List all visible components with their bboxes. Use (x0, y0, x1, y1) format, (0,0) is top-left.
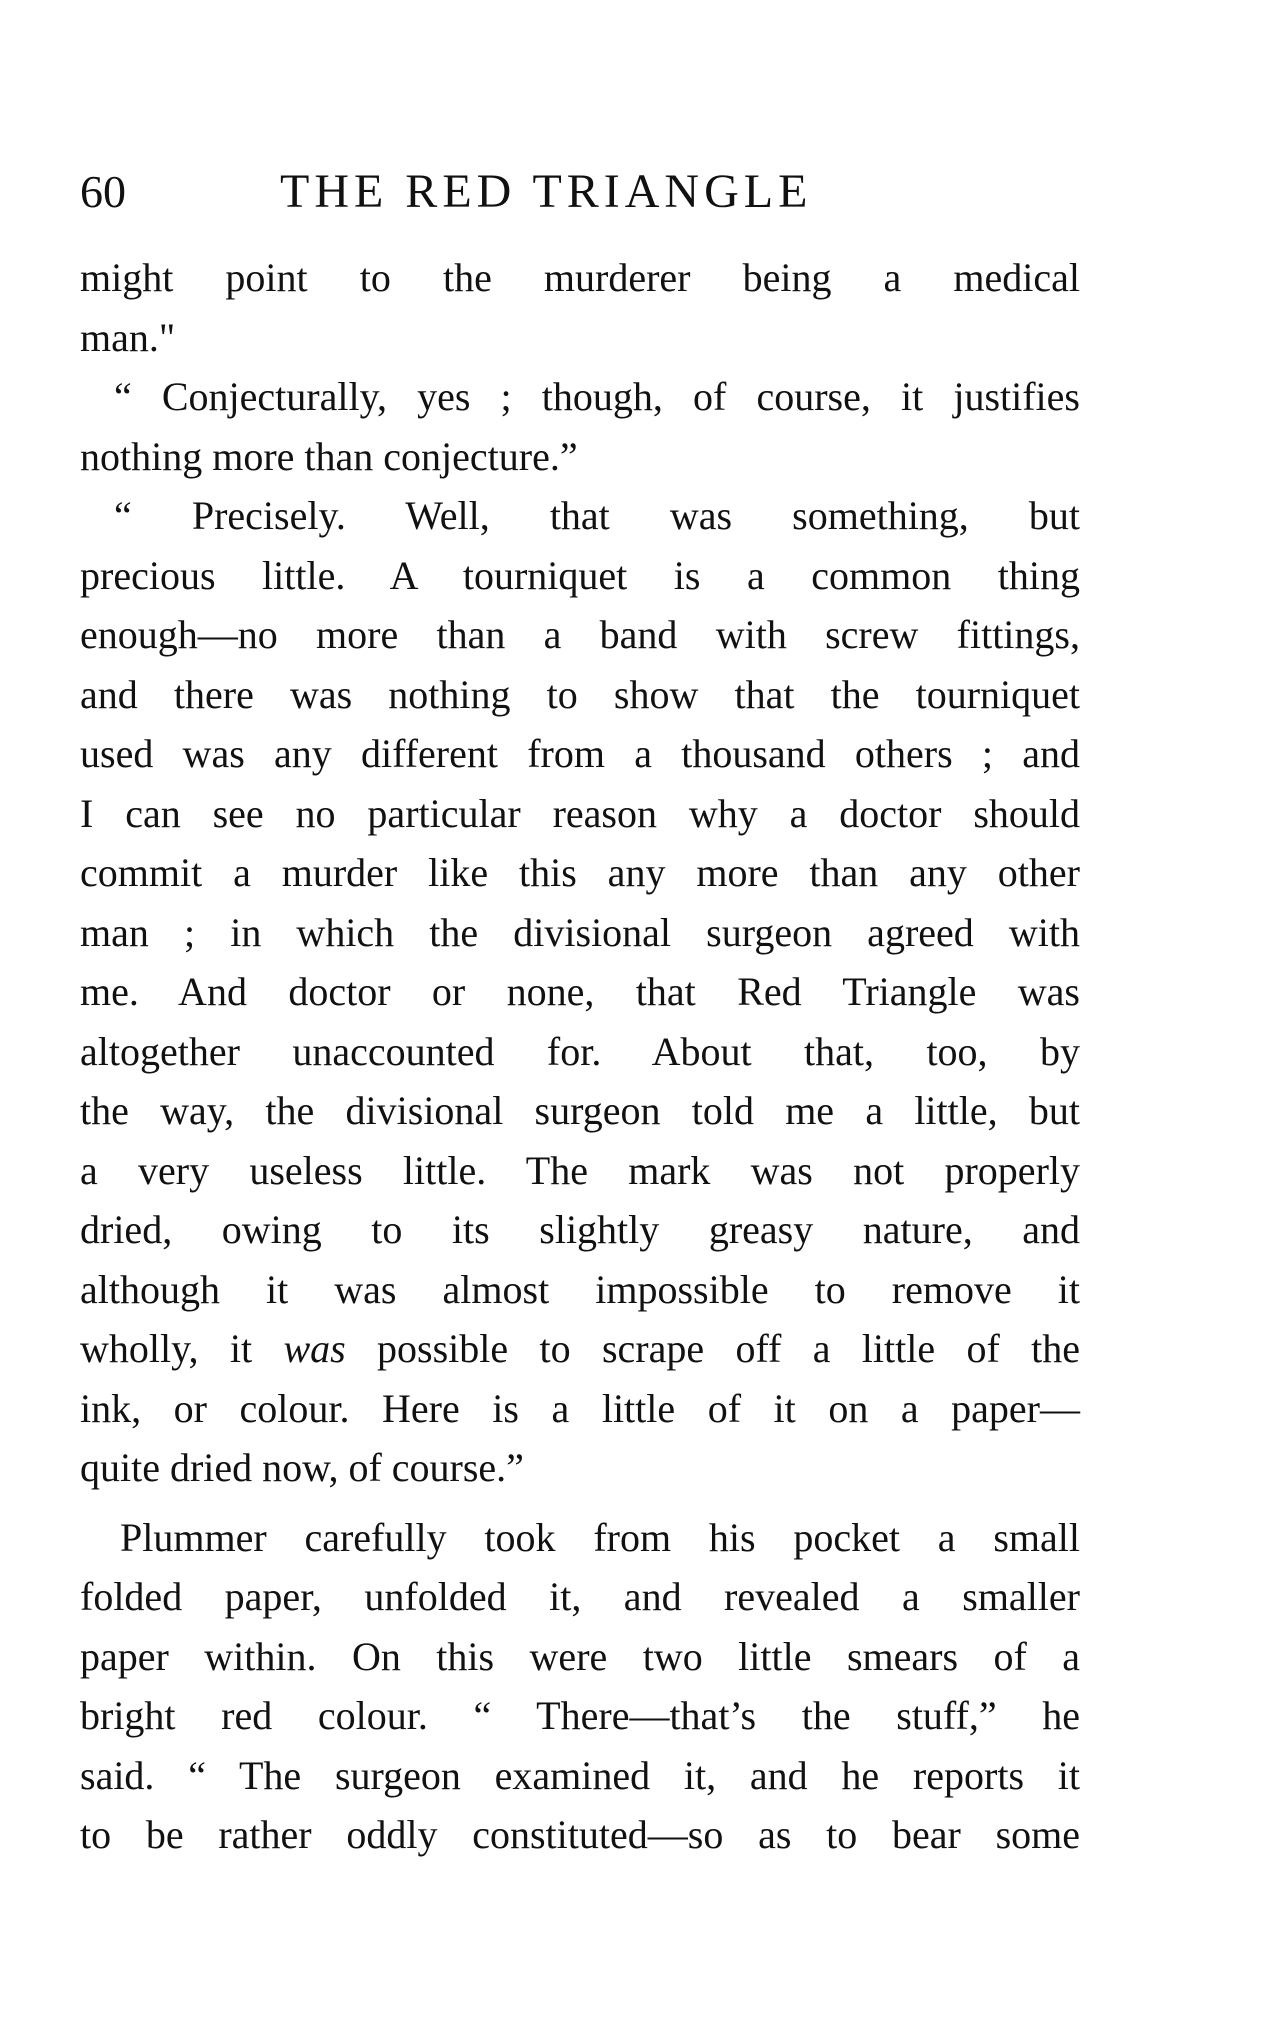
paragraph (80, 248, 1080, 367)
text-line: although it was almost impossible to remove it (80, 1266, 1080, 1312)
text-line: used was any different from a thousand others ; and (80, 731, 1080, 776)
text-line: folded paper, unfolded it, and revealed a smaller (80, 1574, 1080, 1619)
text-line: enough—no more than a band with screw fittings, (80, 612, 1080, 657)
text-line: and there was nothing to show that the tourniquet (80, 671, 1080, 717)
text-line: me. And doctor or none, that Red Triangle was (80, 969, 1080, 1014)
paragraph (80, 486, 1080, 1498)
text-line: I can see no particular reason why a doctor should (80, 790, 1080, 836)
text-line: to be rather oddly constituted—so as to bear some (80, 1812, 1080, 1857)
body-text (80, 248, 1080, 1865)
text-line: altogether unaccounted for. About that, too, by (80, 1028, 1080, 1074)
text-line: said. “ The surgeon examined it, and he reports it (80, 1752, 1080, 1798)
text-line: the way, the divisional surgeon told me a little, but (80, 1088, 1080, 1133)
text-line: nothing more than conjecture.” (80, 433, 578, 479)
running-title: THE RED TRIANGLE (280, 165, 813, 218)
text-line: dried, owing to its slightly greasy nature, and (80, 1207, 1080, 1252)
text-line: bright red colour. “ There—that’s the stuff,” he (80, 1693, 1080, 1738)
page-number: 60 (80, 166, 126, 217)
paragraph-gap (80, 1498, 1080, 1508)
paragraph (80, 367, 1080, 486)
text-line: man ; in which the divisional surgeon agreed with (80, 909, 1080, 955)
page-header (80, 160, 900, 224)
text-line: “ Conjecturally, yes ; though, of course, it justifies (114, 374, 1080, 419)
paragraph (80, 1508, 1080, 1865)
text-line: Plummer carefully took from his pocket a small (120, 1514, 1080, 1560)
text-line: ink, or colour. Here is a little of it on a paper— (80, 1385, 1080, 1431)
text-line: might point to the murderer being a medical (80, 255, 1080, 300)
emphasis: was (283, 1326, 346, 1371)
text-line: man." (80, 314, 176, 360)
text-line: paper within. On this were two little smears of a (80, 1633, 1080, 1679)
text-line: quite dried now, of course.” (80, 1445, 524, 1490)
text-line: wholly, it was possible to scrape off a little of the (80, 1326, 1080, 1371)
text-line: commit a murder like this any more than any other (80, 850, 1080, 895)
text-line: a very useless little. The mark was not properly (80, 1147, 1080, 1193)
text-line: “ Precisely. Well, that was something, but (114, 493, 1080, 538)
text-line: precious little. A tourniquet is a common thing (80, 552, 1080, 598)
